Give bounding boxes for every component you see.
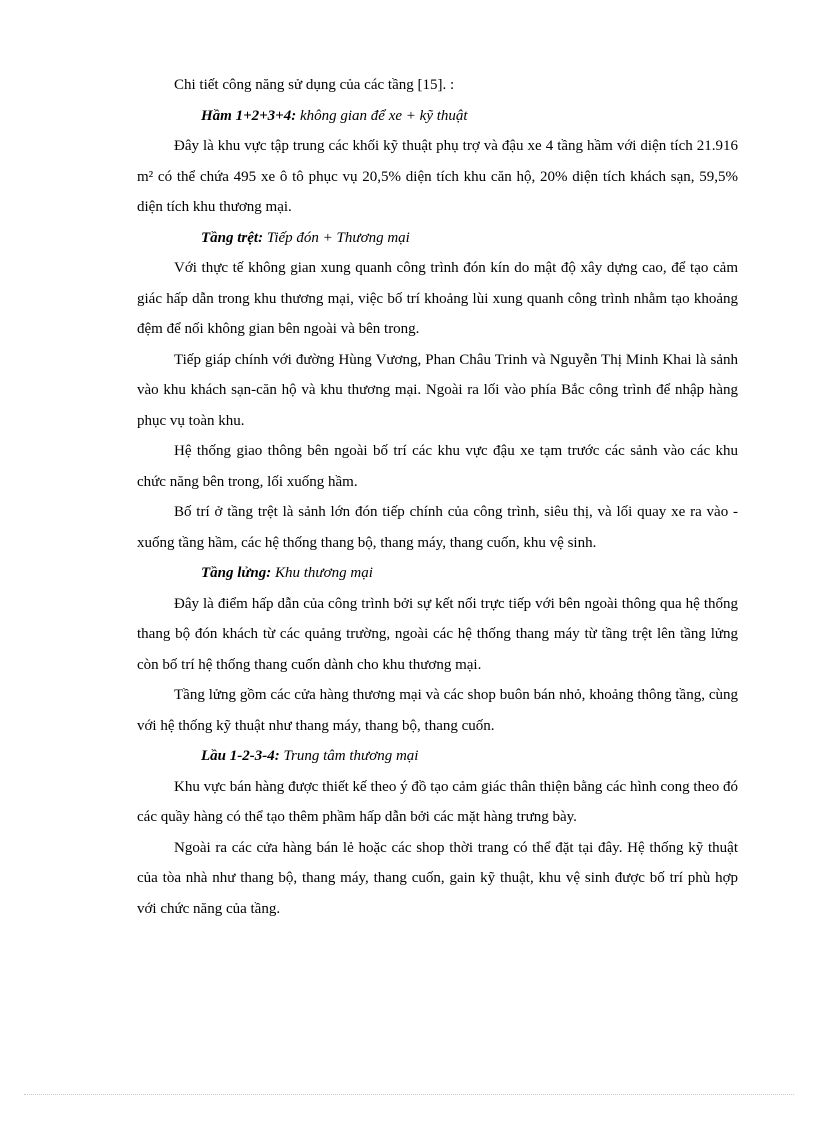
intro-paragraph: Chi tiết công năng sử dụng của các tầng [15]. : <box>174 77 455 93</box>
section-heading-label: Lầu 1-2-3-4: <box>201 748 280 764</box>
section-heading-label: Tầng trệt: <box>201 229 264 246</box>
paragraph: Tầng lửng gồm các cửa hàng thương mại và các shop buôn bán nhỏ, khoảng thông tầng, cùng với hệ thống kỹ thuật như thang máy, thang bộ, thang cuốn. <box>137 687 738 734</box>
section-heading-tang-tret <box>137 223 738 254</box>
section-heading-text: Tiếp đón + Thương mại <box>263 229 410 246</box>
section-heading-text: không gian để xe + kỹ thuật <box>296 107 468 124</box>
section-heading-label: Hầm 1+2+3+4: <box>201 107 297 124</box>
paragraph: Hệ thống giao thông bên ngoài bố trí các khu vực đậu xe tạm trước các sảnh vào các khu chức năng bên trong, lối xuống hầm. <box>137 443 738 490</box>
paragraph: Đây là điểm hấp dẫn của công trình bởi sự kết nối trực tiếp với bên ngoài thông qua hệ thống thang bộ đón khách từ các quảng trường, ngoài các hệ thống thang máy từ tầng trệt lên tầng lửng còn bố trí hệ thống thang cuốn dành cho khu thương mại. <box>137 595 738 673</box>
section-heading-text: Khu thương mại <box>271 565 373 581</box>
paragraph: Ngoài ra các cửa hàng bán lẻ hoặc các shop thời trang có thể đặt tại đây. Hệ thống kỹ thuật của tòa nhà như thang bộ, thang máy, thang cuốn, gain kỹ thuật, khu vệ sinh được bố trí phù hợp với chức năng của tầng. <box>137 839 738 917</box>
paragraph: Đây là khu vực tập trung các khối kỹ thuật phụ trợ và đậu xe 4 tầng hầm với diện tích 21.916 m² có thể chứa 495 xe ô tô phục vụ 20,5% diện tích khu căn hộ, 20% diện tích khách sạn, 59,5% diện tích khu thương mại. <box>137 138 738 215</box>
paragraph: Với thực tế không gian xung quanh công trình đón kín do mật độ xây dựng cao, để tạo cảm giác hấp dẫn trong khu thương mại, việc bố trí khoảng lùi xung quanh công trình nhằm tạo khoảng đệm để nối không gian bên ngoài và bên trong. <box>137 260 738 337</box>
footer-divider <box>24 1094 794 1095</box>
paragraph: Khu vực bán hàng được thiết kế theo ý đồ tạo cảm giác thân thiện bằng các hình cong theo đó các quầy hàng có thể tạo thêm phầm hấp dẫn bởi các mặt hàng trưng bày. <box>137 778 738 825</box>
document-body <box>137 70 738 924</box>
paragraph: Bố trí ở tầng trệt là sảnh lớn đón tiếp chính của công trình, siêu thị, và lối quay xe ra vào - xuống tầng hầm, các hệ thống thang bộ, thang máy, thang cuốn, khu vệ sinh. <box>137 504 738 551</box>
section-heading-text: Trung tâm thương mại <box>279 748 419 764</box>
section-heading-ham <box>137 101 738 132</box>
section-heading-tang-lung <box>137 558 738 589</box>
section-heading-lau <box>137 741 738 772</box>
paragraph: Tiếp giáp chính với đường Hùng Vương, Phan Châu Trinh và Nguyễn Thị Minh Khai là sảnh vào khu khách sạn-căn hộ và khu thương mại. Ngoài ra lối vào phía Bắc công trình để nhập hàng phục vụ toàn khu. <box>137 351 738 429</box>
section-heading-label: Tầng lửng: <box>201 565 272 581</box>
